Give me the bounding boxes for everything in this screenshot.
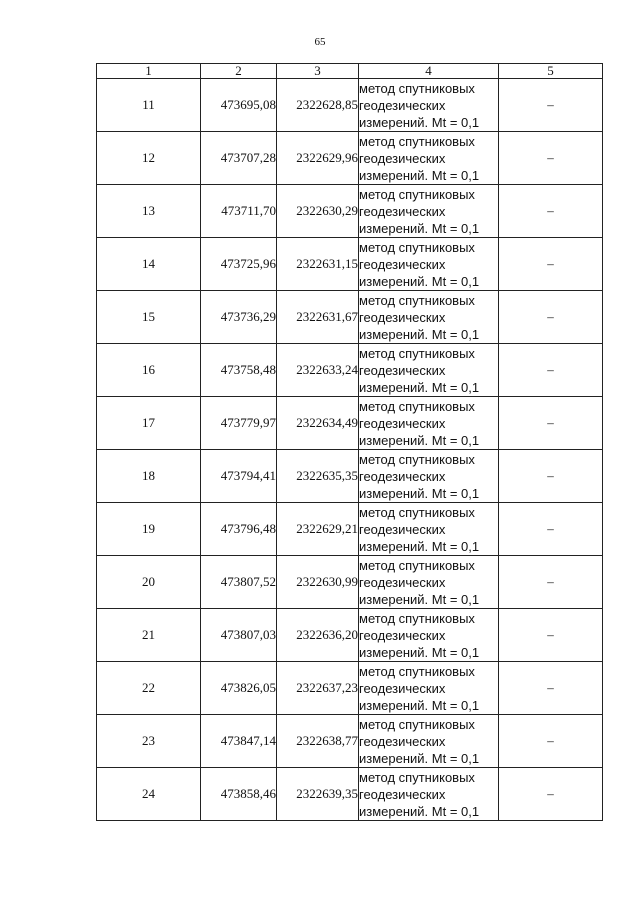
method-cell bbox=[359, 291, 499, 344]
column-header: 4 bbox=[359, 64, 499, 79]
method-line: измерений. Mt = 0,1 bbox=[359, 379, 480, 395]
method-cell bbox=[359, 768, 499, 821]
method-line: измерений. Mt = 0,1 bbox=[359, 697, 480, 713]
x-coordinate-cell: 473796,48 bbox=[201, 503, 277, 556]
x-coordinate-cell: 473736,29 bbox=[201, 291, 277, 344]
method-line: измерений. Mt = 0,1 bbox=[359, 326, 480, 342]
point-number-cell: 20 bbox=[97, 556, 201, 609]
table-row bbox=[97, 556, 603, 609]
method-cell bbox=[359, 185, 499, 238]
method-line: измерений. Mt = 0,1 bbox=[359, 591, 480, 607]
note-cell: – bbox=[499, 397, 603, 450]
method-line: измерений. Mt = 0,1 bbox=[359, 750, 480, 766]
method-line: метод спутниковых bbox=[359, 292, 475, 308]
table-row bbox=[97, 609, 603, 662]
header-row bbox=[97, 64, 603, 79]
y-coordinate-cell: 2322637,23 bbox=[277, 662, 359, 715]
method-line: геодезических bbox=[359, 786, 446, 802]
note-cell: – bbox=[499, 715, 603, 768]
method-line: геодезических bbox=[359, 150, 446, 166]
method-cell bbox=[359, 132, 499, 185]
method-cell bbox=[359, 397, 499, 450]
y-coordinate-cell: 2322630,29 bbox=[277, 185, 359, 238]
method-line: измерений. Mt = 0,1 bbox=[359, 538, 480, 554]
table-body bbox=[97, 79, 603, 821]
method-line: геодезических bbox=[359, 733, 446, 749]
point-number-cell: 19 bbox=[97, 503, 201, 556]
column-header: 2 bbox=[201, 64, 277, 79]
method-line: геодезических bbox=[359, 521, 446, 537]
x-coordinate-cell: 473707,28 bbox=[201, 132, 277, 185]
point-number-cell: 13 bbox=[97, 185, 201, 238]
point-number-cell: 16 bbox=[97, 344, 201, 397]
y-coordinate-cell: 2322628,85 bbox=[277, 79, 359, 132]
coordinates-table bbox=[96, 63, 603, 821]
y-coordinate-cell: 2322639,35 bbox=[277, 768, 359, 821]
note-cell: – bbox=[499, 185, 603, 238]
method-line: геодезических bbox=[359, 468, 446, 484]
method-cell bbox=[359, 79, 499, 132]
note-cell: – bbox=[499, 662, 603, 715]
x-coordinate-cell: 473695,08 bbox=[201, 79, 277, 132]
point-number-cell: 12 bbox=[97, 132, 201, 185]
method-line: геодезических bbox=[359, 97, 446, 113]
table-row bbox=[97, 715, 603, 768]
table-row bbox=[97, 291, 603, 344]
note-cell: – bbox=[499, 238, 603, 291]
method-cell bbox=[359, 344, 499, 397]
method-line: метод спутниковых bbox=[359, 239, 475, 255]
method-line: метод спутниковых bbox=[359, 398, 475, 414]
note-cell: – bbox=[499, 768, 603, 821]
table-row bbox=[97, 185, 603, 238]
point-number-cell: 23 bbox=[97, 715, 201, 768]
x-coordinate-cell: 473807,03 bbox=[201, 609, 277, 662]
method-line: геодезических bbox=[359, 574, 446, 590]
table-row bbox=[97, 79, 603, 132]
method-cell bbox=[359, 715, 499, 768]
method-line: метод спутниковых bbox=[359, 186, 475, 202]
x-coordinate-cell: 473711,70 bbox=[201, 185, 277, 238]
method-line: геодезических bbox=[359, 256, 446, 272]
method-line: метод спутниковых bbox=[359, 345, 475, 361]
method-line: метод спутниковых bbox=[359, 451, 475, 467]
column-header: 3 bbox=[277, 64, 359, 79]
y-coordinate-cell: 2322631,67 bbox=[277, 291, 359, 344]
point-number-cell: 24 bbox=[97, 768, 201, 821]
x-coordinate-cell: 473847,14 bbox=[201, 715, 277, 768]
method-cell bbox=[359, 662, 499, 715]
note-cell: – bbox=[499, 609, 603, 662]
method-cell bbox=[359, 609, 499, 662]
method-line: геодезических bbox=[359, 203, 446, 219]
point-number-cell: 18 bbox=[97, 450, 201, 503]
x-coordinate-cell: 473779,97 bbox=[201, 397, 277, 450]
table-row bbox=[97, 450, 603, 503]
y-coordinate-cell: 2322636,20 bbox=[277, 609, 359, 662]
method-line: метод спутниковых bbox=[359, 663, 475, 679]
method-line: геодезических bbox=[359, 627, 446, 643]
method-line: метод спутниковых bbox=[359, 80, 475, 96]
note-cell: – bbox=[499, 556, 603, 609]
point-number-cell: 11 bbox=[97, 79, 201, 132]
y-coordinate-cell: 2322629,21 bbox=[277, 503, 359, 556]
point-number-cell: 15 bbox=[97, 291, 201, 344]
y-coordinate-cell: 2322635,35 bbox=[277, 450, 359, 503]
method-line: измерений. Mt = 0,1 bbox=[359, 167, 480, 183]
method-line: геодезических bbox=[359, 415, 446, 431]
method-line: метод спутниковых bbox=[359, 769, 475, 785]
method-cell bbox=[359, 450, 499, 503]
note-cell: – bbox=[499, 79, 603, 132]
method-cell bbox=[359, 503, 499, 556]
table-row bbox=[97, 397, 603, 450]
y-coordinate-cell: 2322630,99 bbox=[277, 556, 359, 609]
x-coordinate-cell: 473826,05 bbox=[201, 662, 277, 715]
method-cell bbox=[359, 556, 499, 609]
table-row bbox=[97, 768, 603, 821]
table-row bbox=[97, 344, 603, 397]
table-row bbox=[97, 503, 603, 556]
method-line: измерений. Mt = 0,1 bbox=[359, 114, 480, 130]
x-coordinate-cell: 473794,41 bbox=[201, 450, 277, 503]
method-line: метод спутниковых bbox=[359, 557, 475, 573]
note-cell: – bbox=[499, 291, 603, 344]
x-coordinate-cell: 473858,46 bbox=[201, 768, 277, 821]
method-line: измерений. Mt = 0,1 bbox=[359, 273, 480, 289]
column-header: 5 bbox=[499, 64, 603, 79]
method-line: метод спутниковых bbox=[359, 716, 475, 732]
note-cell: – bbox=[499, 503, 603, 556]
method-line: геодезических bbox=[359, 309, 446, 325]
method-cell bbox=[359, 238, 499, 291]
point-number-cell: 22 bbox=[97, 662, 201, 715]
method-line: метод спутниковых bbox=[359, 504, 475, 520]
method-line: измерений. Mt = 0,1 bbox=[359, 803, 480, 819]
y-coordinate-cell: 2322629,96 bbox=[277, 132, 359, 185]
note-cell: – bbox=[499, 132, 603, 185]
method-line: измерений. Mt = 0,1 bbox=[359, 220, 480, 236]
x-coordinate-cell: 473807,52 bbox=[201, 556, 277, 609]
point-number-cell: 17 bbox=[97, 397, 201, 450]
method-line: измерений. Mt = 0,1 bbox=[359, 644, 480, 660]
note-cell: – bbox=[499, 450, 603, 503]
y-coordinate-cell: 2322638,77 bbox=[277, 715, 359, 768]
y-coordinate-cell: 2322634,49 bbox=[277, 397, 359, 450]
y-coordinate-cell: 2322633,24 bbox=[277, 344, 359, 397]
column-header: 1 bbox=[97, 64, 201, 79]
method-line: метод спутниковых bbox=[359, 610, 475, 626]
x-coordinate-cell: 473725,96 bbox=[201, 238, 277, 291]
table-row bbox=[97, 132, 603, 185]
point-number-cell: 21 bbox=[97, 609, 201, 662]
method-line: измерений. Mt = 0,1 bbox=[359, 432, 480, 448]
page-number: 65 bbox=[314, 36, 326, 48]
method-line: геодезических bbox=[359, 362, 446, 378]
note-cell: – bbox=[499, 344, 603, 397]
table-row bbox=[97, 238, 603, 291]
method-line: измерений. Mt = 0,1 bbox=[359, 485, 480, 501]
y-coordinate-cell: 2322631,15 bbox=[277, 238, 359, 291]
point-number-cell: 14 bbox=[97, 238, 201, 291]
table-row bbox=[97, 662, 603, 715]
method-line: метод спутниковых bbox=[359, 133, 475, 149]
method-line: геодезических bbox=[359, 680, 446, 696]
x-coordinate-cell: 473758,48 bbox=[201, 344, 277, 397]
